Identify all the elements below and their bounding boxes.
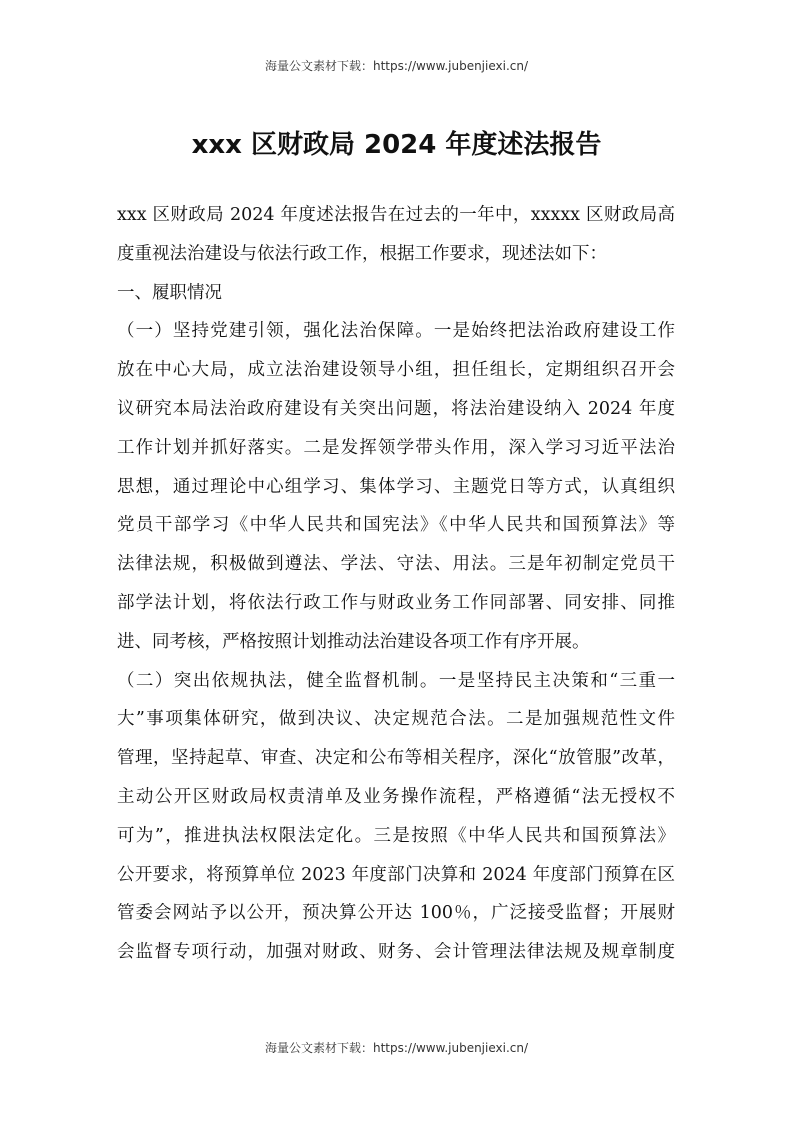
body-line: 议研究本局法治政府建设有关突出问题，将法治建设纳入 2024 年度 (117, 398, 675, 419)
body-line: 可为”，推进执法权限法定化。三是按照《中华人民共和国预算法》 (117, 825, 675, 846)
body-line: 进、同考核，严格按照计划推动法治建设各项工作有序开展。 (117, 631, 590, 652)
body-line: （一）坚持党建引领，强化法治保障。一是始终把法治政府建设工作 (117, 321, 675, 342)
body-line: 放在中心大局，成立法治建设领导小组，担任组长，定期组织召开会 (117, 360, 675, 381)
body-line: 部学法计划，将依法行政工作与财政业务工作同部署、同安排、同推 (117, 592, 675, 613)
body-line: 会监督专项行动，加强对财政、财务、会计管理法律法规及规章制度 (117, 942, 675, 963)
body-line: 党员干部学习《中华人民共和国宪法》《中华人民共和国预算法》等 (117, 515, 675, 536)
document-title: xxx 区财政局 2024 年度述法报告 (191, 130, 602, 160)
footer-source-note: 海量公文素材下载：https://www.jubenjiexi.cn/ (264, 1041, 529, 1055)
body-line: （二）突出依规执法，健全监督机制。一是坚持民主决策和“三重一 (117, 670, 675, 691)
body-line: 管委会网站予以公开，预决算公开达 100％，广泛接受监督；开展财 (117, 903, 675, 924)
body-line: 工作计划并抓好落实。二是发挥领学带头作用，深入学习习近平法治 (117, 437, 675, 458)
body-line: 主动公开区财政局权责清单及业务操作流程，严格遵循“法无授权不 (117, 786, 675, 807)
section-heading: 一、履职情况 (117, 282, 222, 303)
body-line: 管理，坚持起草、审查、决定和公布等相关程序，深化“放管服”改革， (117, 748, 675, 769)
body-line: 度重视法治建设与依法行政工作，根据工作要求，现述法如下： (117, 243, 607, 264)
body-line: 法律法规，积极做到遵法、学法、守法、用法。三是年初制定党员干 (117, 554, 675, 575)
body-line: 公开要求，将预算单位 2023 年度部门决算和 2024 年度部门预算在区 (117, 864, 675, 885)
body-line: 思想，通过理论中心组学习、集体学习、主题党日等方式，认真组织 (117, 476, 675, 497)
body-line: 大”事项集体研究，做到决议、决定规范合法。二是加强规范性文件 (117, 709, 675, 730)
header-source-note: 海量公文素材下载：https://www.jubenjiexi.cn/ (264, 59, 529, 73)
body-line: xxx 区财政局 2024 年度述法报告在过去的一年中，xxxxx 区财政局高 (117, 205, 675, 225)
document-body (117, 196, 675, 972)
